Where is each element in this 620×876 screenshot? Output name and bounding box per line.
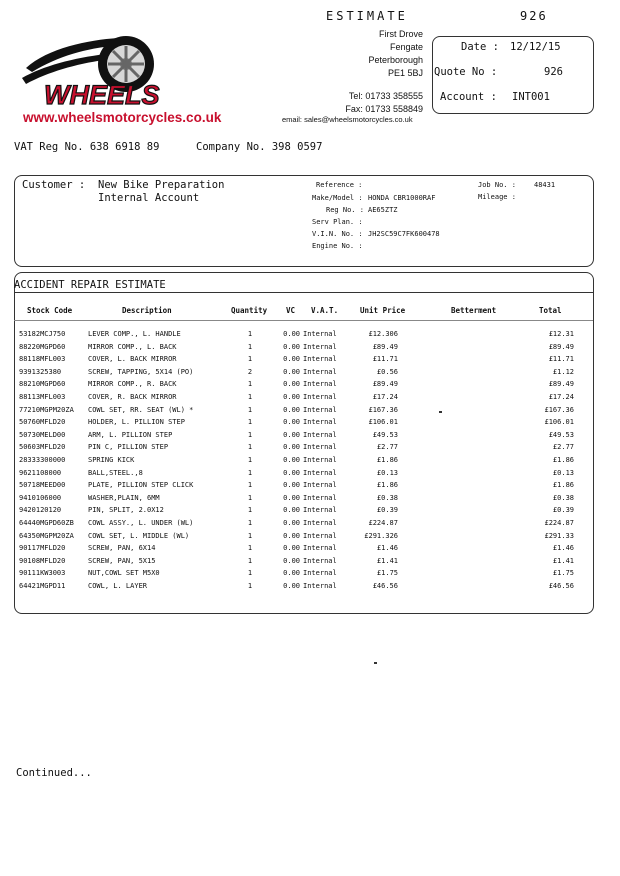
mileage-label: Mileage : [478,193,516,201]
cell-unit-price: £89.49 [372,380,398,389]
wheels-logo [18,28,168,108]
cell-quantity: 1 [247,506,253,515]
col-header-betterment: Betterment [451,306,497,315]
reference-label: Reference : [316,181,363,189]
cell-unit-price: £2.77 [376,443,398,452]
cell-description: PIN, SPLIT, 2.0X12 [88,506,164,515]
cell-vc: 0.00 [283,544,300,553]
cell-total: £89.49 [548,342,574,351]
cell-total: £106.01 [544,418,574,427]
cell-unit-price: £1.46 [376,544,398,553]
cell-quantity: 1 [247,531,253,540]
scan-speck [374,662,377,664]
cell-total: £291.33 [544,531,574,540]
cell-total: £1.46 [552,544,574,553]
cell-stock-code: 9420120120 [19,506,62,515]
quote-value: 926 [544,66,563,78]
cell-description: COWL SET, RR. SEAT (WL) * [88,405,194,414]
cell-total: £49.53 [548,430,574,439]
continued-note: Continued... [16,767,92,779]
make-model-value: HONDA CBR1000RAF [368,194,436,202]
cell-quantity: 1 [247,582,253,590]
cell-description: PIN C, PILLION STEP [88,443,169,452]
job-value: 48431 [534,181,556,189]
cell-description: NUT,COWL SET M5X0 [88,569,160,578]
cell-vc: 0.00 [283,443,300,452]
cell-unit-price: £1.86 [376,481,398,490]
address-postcode: PE1 5BJ [387,68,423,78]
cell-total: £12.31 [548,330,574,338]
cell-stock-code: 64350MGPM20ZA [19,531,74,540]
cell-stock-code: 9410106000 [19,493,62,502]
quote-label: Quote No : [434,66,498,78]
cell-quantity: 1 [247,342,253,351]
cell-quantity: 1 [247,456,253,464]
cell-unit-price: £224.87 [368,519,398,527]
cell-unit-price: £167.36 [368,405,398,414]
account-value: INT001 [512,91,550,103]
cell-total: £1.86 [552,456,574,464]
cell-vc: 0.00 [283,355,300,364]
cell-vc: 0.00 [283,330,300,338]
cell-unit-price: £49.53 [372,430,398,439]
cell-vat: Internal [303,355,337,364]
cell-vat: Internal [303,506,337,515]
cell-unit-price: £89.49 [372,342,398,351]
cell-total: £89.49 [548,380,574,389]
cell-vat: Internal [303,367,337,376]
cell-quantity: 1 [247,430,253,439]
cell-vc: 0.00 [283,569,300,578]
cell-description: SCREW, PAN, 6X14 [88,544,156,553]
cell-total: £0.39 [552,506,574,515]
col-header-unit-price: Unit Price [360,306,406,315]
cell-stock-code: 64440MGPD60ZB [19,519,74,527]
document-title: ESTIMATE [326,9,408,23]
cell-vat: Internal [303,380,337,389]
cell-description: COWL ASSY., L. UNDER (WL) [88,519,194,527]
date-label: Date : [461,41,499,53]
cell-vc: 0.00 [283,519,300,527]
cell-stock-code: 88220MGPD60 [19,342,66,351]
cell-description: SPRING KICK [88,456,135,464]
cell-quantity: 1 [247,556,253,565]
cell-vat: Internal [303,556,337,565]
cell-vc: 0.00 [283,367,300,376]
date-value: 12/12/15 [510,41,561,53]
cell-vat: Internal [303,582,337,590]
document-number: 926 [520,9,548,23]
cell-total: £224.87 [544,519,574,527]
cell-description: SCREW, TAPPING, 5X14 (PO) [88,367,194,376]
customer-account: Internal Account [98,192,200,204]
cell-quantity: 1 [247,493,253,502]
cell-vc: 0.00 [283,531,300,540]
logo-wordmark: WHEELS [44,80,160,108]
cell-unit-price: £0.39 [376,506,398,515]
header-divider [14,320,593,321]
cell-vat: Internal [303,531,337,540]
cell-vc: 0.00 [283,430,300,439]
cell-vat: Internal [303,569,337,578]
cell-stock-code: 90108MFLD20 [19,556,66,565]
cell-unit-price: £291.326 [364,531,398,540]
cell-quantity: 1 [247,393,253,401]
reg-value: AE65ZTZ [368,206,398,214]
cell-description: MIRROR COMP., R. BACK [88,380,177,389]
cell-vc: 0.00 [283,456,300,464]
cell-quantity: 1 [247,330,253,338]
cell-stock-code: 90111KW3003 [19,569,66,578]
cell-description: LEVER COMP., L. HANDLE [88,330,181,338]
cell-quantity: 1 [247,405,253,414]
cell-total: £0.38 [552,493,574,502]
vin-value: JH2SC59C7FK600478 [368,230,440,238]
cell-unit-price: £17.24 [372,393,398,401]
cell-quantity: 1 [247,569,253,578]
cell-total: £1.75 [552,569,574,578]
cell-vat: Internal [303,519,337,527]
cell-vat: Internal [303,493,337,502]
website-link[interactable]: www.wheelsmotorcycles.co.uk [23,110,222,125]
cell-vc: 0.00 [283,481,300,490]
cell-description: MIRROR COMP., L. BACK [88,342,177,351]
col-header-quantity: Quantity [231,306,268,315]
cell-unit-price: £12.306 [368,330,398,338]
col-header-total: Total [539,306,562,315]
cell-unit-price: £1.41 [376,556,398,565]
cell-unit-price: £0.56 [376,367,398,376]
cell-total: £46.56 [548,582,574,590]
cell-stock-code: 64421MGPD11 [19,582,66,590]
company-number: Company No. 398 0597 [196,141,323,153]
cell-stock-code: 88113MFL003 [19,393,66,401]
cell-quantity: 1 [247,519,253,527]
cell-stock-code: 50718MEED00 [19,481,66,490]
job-label: Job No. : [478,181,516,189]
cell-stock-code: 53182MCJ750 [19,330,66,338]
cell-stock-code: 88210MGPD60 [19,380,66,389]
cell-unit-price: £11.71 [372,355,398,364]
section-divider [14,292,593,293]
cell-unit-price: £1.86 [376,456,398,464]
cell-vc: 0.00 [283,506,300,515]
cell-vat: Internal [303,342,337,351]
cell-stock-code: 50603MFLD20 [19,443,66,452]
cell-stock-code: 9621108000 [19,468,62,477]
section-title: ACCIDENT REPAIR ESTIMATE [14,279,166,291]
cell-unit-price: £1.75 [376,569,398,578]
cell-total: £2.77 [552,443,574,452]
cell-unit-price: £106.01 [368,418,398,427]
cell-stock-code: 90117MFLD20 [19,544,66,553]
vat-registration: VAT Reg No. 638 6918 89 [14,141,160,153]
cell-vc: 0.00 [283,393,300,401]
cell-vat: Internal [303,481,337,490]
cell-vat: Internal [303,468,337,477]
cell-description: COVER, L. BACK MIRROR [88,355,177,364]
cell-stock-code: 28333300000 [19,456,66,464]
cell-vat: Internal [303,405,337,414]
col-header-vc: VC [286,306,296,315]
cell-vat: Internal [303,418,337,427]
cell-vc: 0.00 [283,493,300,502]
cell-vat: Internal [303,443,337,452]
make-model-label: Make/Model : [312,194,363,202]
cell-vc: 0.00 [283,418,300,427]
cell-stock-code: 50760MFLD20 [19,418,66,427]
address-line-1: First Drove [378,29,423,39]
cell-total: £1.12 [552,367,574,376]
cell-total: £1.86 [552,481,574,490]
cell-quantity: 1 [247,468,253,477]
cell-description: COWL, L. LAYER [88,582,148,590]
cell-quantity: 1 [247,380,253,389]
cell-vc: 0.00 [283,468,300,477]
cell-description: WASHER,PLAIN, 6MM [88,493,160,502]
scan-speck [439,411,442,413]
cell-description: PLATE, PILLION STEP CLICK [88,481,194,490]
cell-unit-price: £0.38 [376,493,398,502]
engine-label: Engine No. : [312,242,363,250]
cell-quantity: 1 [247,355,253,364]
vin-label: V.I.N. No. : [312,230,363,238]
address-line-3: Peterborough [368,55,423,65]
cell-quantity: 2 [247,367,253,376]
cell-description: ARM, L. PILLION STEP [88,430,173,439]
col-header-vat: V.A.T. [311,306,339,315]
cell-quantity: 1 [247,443,253,452]
cell-stock-code: 77210MGPM20ZA [19,405,74,414]
cell-description: COVER, R. BACK MIRROR [88,393,177,401]
cell-vat: Internal [303,544,337,553]
cell-total: £0.13 [552,468,574,477]
serv-plan-label: Serv Plan. : [312,218,363,226]
cell-vc: 0.00 [283,342,300,351]
cell-total: £11.71 [548,355,574,364]
account-label: Account : [440,91,497,103]
cell-description: HOLDER, L. PILLION STEP [88,418,185,427]
cell-description: COWL SET, L. MIDDLE (WL) [88,531,190,540]
cell-total: £1.41 [552,556,574,565]
cell-unit-price: £0.13 [376,468,398,477]
cell-stock-code: 9391325380 [19,367,62,376]
telephone: Tel: 01733 358555 [348,91,423,101]
cell-vat: Internal [303,330,337,338]
col-header-description: Description [122,306,172,315]
cell-vat: Internal [303,456,337,464]
cell-total: £167.36 [544,405,574,414]
email-address[interactable]: email: sales@wheelsmotorcycles.co.uk [282,115,413,124]
cell-description: BALL,STEEL.,8 [88,468,143,477]
cell-stock-code: 50730MELD00 [19,430,66,439]
cell-vc: 0.00 [283,582,300,590]
customer-name: New Bike Preparation [98,179,225,191]
cell-vat: Internal [303,430,337,439]
fax: Fax: 01733 558849 [345,104,423,114]
address-line-2: Fengate [389,42,423,52]
cell-quantity: 1 [247,544,253,553]
cell-unit-price: £46.56 [372,582,398,590]
col-header-stock-code: Stock Code [27,306,73,315]
cell-stock-code: 88118MFL003 [19,355,66,364]
cell-vc: 0.00 [283,405,300,414]
customer-label: Customer : [22,179,86,191]
reg-label: Reg No. : [326,206,364,214]
cell-vc: 0.00 [283,380,300,389]
cell-vat: Internal [303,393,337,401]
cell-quantity: 1 [247,418,253,427]
cell-quantity: 1 [247,481,253,490]
cell-total: £17.24 [548,393,574,401]
cell-description: SCREW, PAN, 5X15 [88,556,156,565]
cell-vc: 0.00 [283,556,300,565]
